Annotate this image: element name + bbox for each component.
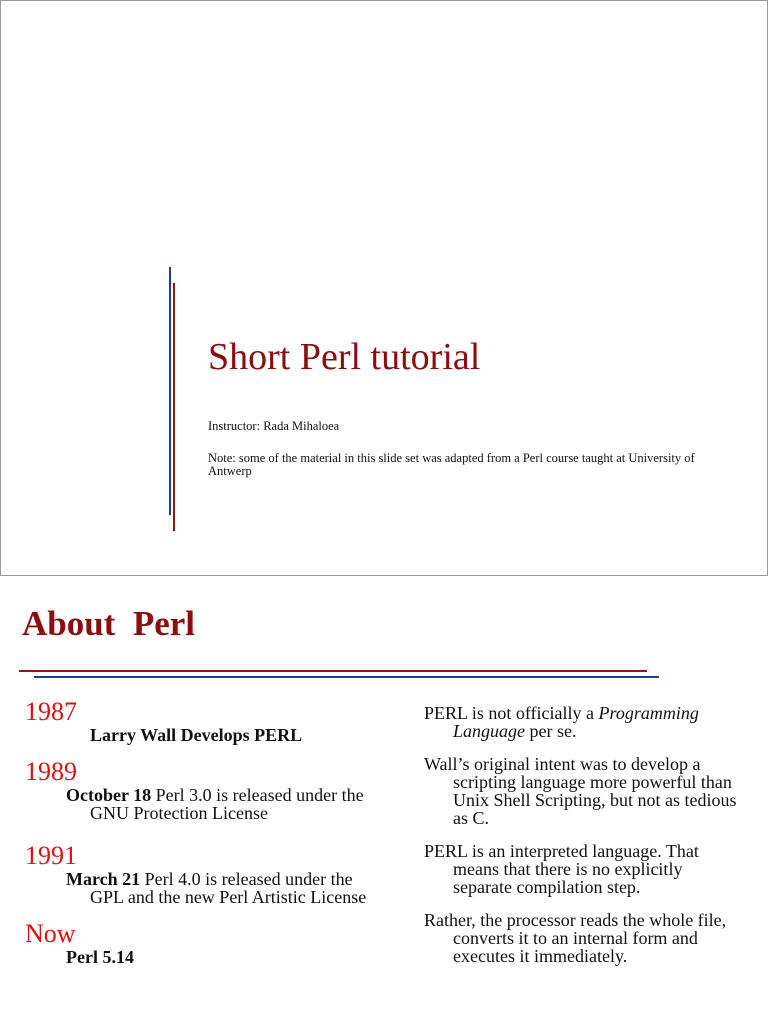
fact-paragraph: Wall’s original intent was to develop a scripting language more powerful than Unix Shell Scripting, but not as tedious as C.: [424, 754, 737, 828]
timeline-item: [25, 842, 385, 906]
timeline: [25, 698, 385, 972]
event-date: Larry Wall Develops PERL: [90, 725, 303, 745]
timeline-year: 1991: [25, 841, 77, 870]
event-text: Perl 3.0 is released under the GNU Protection License: [90, 785, 364, 823]
timeline-item: [25, 698, 385, 744]
vertical-rule-red: [173, 283, 175, 531]
event-date: October 18: [66, 785, 152, 805]
perl-facts: [424, 704, 744, 980]
timeline-item: [25, 920, 385, 966]
horizontal-rule-red: [19, 670, 647, 672]
timeline-event: [25, 948, 385, 966]
event-date: Perl 5.14: [66, 947, 134, 967]
slide-heading: About Perl: [22, 604, 196, 643]
timeline-item: [25, 758, 385, 822]
presentation-title: Short Perl tutorial: [208, 336, 481, 378]
timeline-event: [25, 786, 385, 822]
fact-paragraph: PERL is an interpreted language. That means that there is no explicitly separate compilation step.: [424, 841, 699, 897]
timeline-year: 1989: [25, 757, 77, 786]
horizontal-rule-blue: [34, 676, 659, 678]
fact-paragraph: [424, 704, 744, 740]
event-text: Perl 4.0 is released under the GPL and the new Perl Artistic License: [90, 869, 367, 907]
timeline-year: Now: [25, 919, 76, 948]
fact-paragraph: Rather, the processor reads the whole file, converts it to an internal form and executes it immediately.: [424, 910, 727, 966]
vertical-rule-blue: [169, 267, 171, 515]
event-date: March 21: [66, 869, 141, 889]
timeline-event: [25, 870, 385, 906]
fact-text: per se.: [525, 721, 577, 741]
timeline-year: 1987: [25, 697, 77, 726]
slide-about-perl: [0, 576, 768, 1024]
instructor-line: Instructor: Rada Mihaloea: [208, 419, 340, 433]
fact-text: PERL is not officially a: [424, 703, 599, 723]
fact-emphasis: Programming Language: [453, 703, 699, 741]
timeline-event: [25, 726, 385, 744]
source-note: Note: some of the material in this slide set was adapted from a Perl course taught at University of Antwerp: [208, 451, 695, 478]
